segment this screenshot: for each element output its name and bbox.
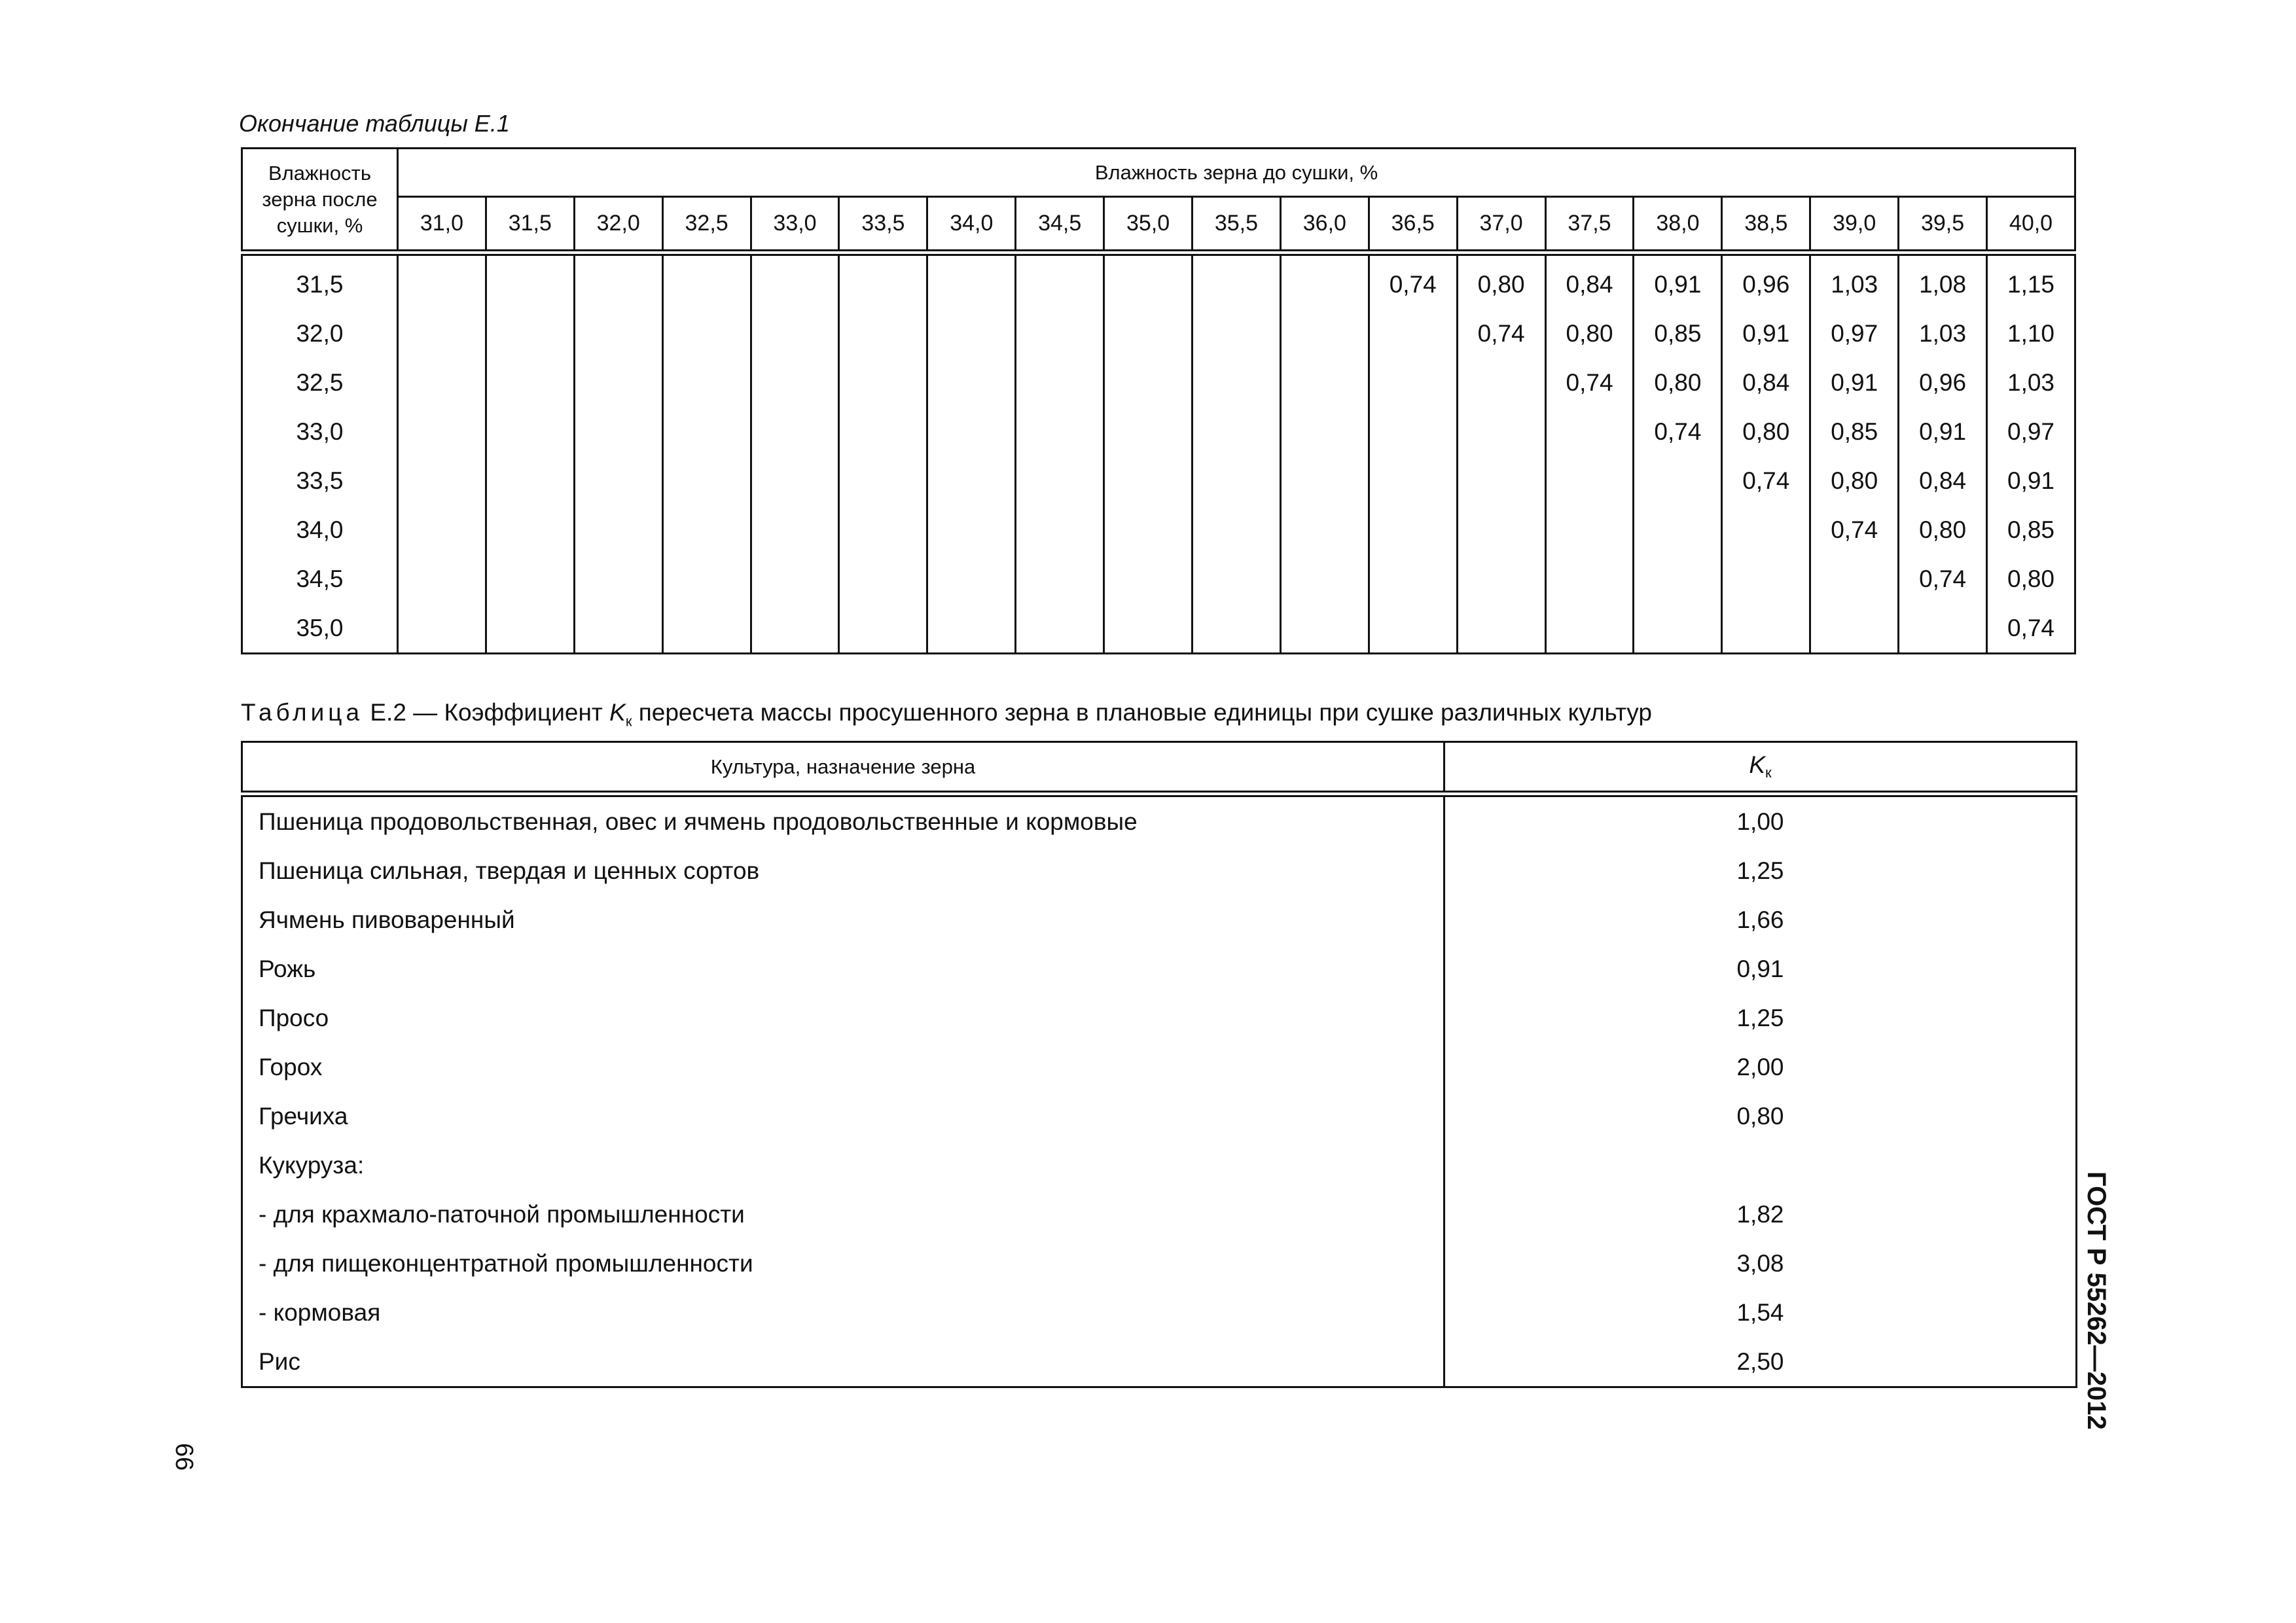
table1-cell bbox=[662, 505, 751, 554]
table1-cell bbox=[398, 358, 486, 407]
table1-cell: 0,96 bbox=[1899, 358, 1987, 407]
table1-cell: 1,08 bbox=[1899, 253, 1987, 309]
table1-cell bbox=[398, 554, 486, 603]
table1-cell: 0,85 bbox=[1634, 309, 1722, 358]
standard-designation: ГОСТ Р 55262—2012 bbox=[2082, 1171, 2111, 1430]
table-row bbox=[242, 456, 2075, 505]
table1-column-header: 31,0 bbox=[398, 197, 486, 253]
table1-cell bbox=[839, 407, 927, 456]
table1-cell bbox=[1899, 603, 1987, 654]
table1-cell bbox=[1016, 456, 1104, 505]
table2-k-cell: 1,25 bbox=[1444, 993, 2077, 1043]
table1-cell bbox=[662, 358, 751, 407]
table2-header-k-sub: к bbox=[1765, 764, 1772, 781]
table1-group-header: Влажность зерна до сушки, % bbox=[398, 149, 2075, 197]
table1-column-header: 34,0 bbox=[927, 197, 1016, 253]
table1-cell bbox=[1634, 603, 1722, 654]
page-number: 66 bbox=[170, 1443, 198, 1471]
table1-cell: 0,74 bbox=[1987, 603, 2075, 654]
table1-column-header: 35,5 bbox=[1193, 197, 1281, 253]
table2-crop-cell: - для пищеконцентратной промышленности bbox=[242, 1239, 1444, 1288]
table1-cell bbox=[1280, 253, 1369, 309]
table1-cell: 0,74 bbox=[1369, 253, 1457, 309]
table1-cell bbox=[1104, 603, 1193, 654]
table1-column-header: 32,0 bbox=[574, 197, 662, 253]
table1-cell bbox=[1280, 603, 1369, 654]
table1-cell bbox=[1369, 309, 1457, 358]
table1-cell bbox=[1369, 554, 1457, 603]
table1-column-header: 39,5 bbox=[1899, 197, 1987, 253]
table1-cell bbox=[1280, 407, 1369, 456]
table1-cell bbox=[1457, 603, 1545, 654]
table1-cell bbox=[486, 253, 574, 309]
table1-cell bbox=[839, 253, 927, 309]
table1-column-header: 34,5 bbox=[1016, 197, 1104, 253]
table1-cell bbox=[839, 603, 927, 654]
table1-column-header: 39,0 bbox=[1810, 197, 1899, 253]
table1-cell bbox=[927, 603, 1016, 654]
table1-cell bbox=[1193, 603, 1281, 654]
table2-header-k bbox=[1444, 742, 2077, 794]
table1-cell bbox=[1280, 456, 1369, 505]
table1-cell: 0,74 bbox=[1810, 505, 1899, 554]
table2-crop-cell: Ячмень пивоваренный bbox=[242, 895, 1444, 944]
table1-cell bbox=[1369, 505, 1457, 554]
table1-column-header: 40,0 bbox=[1987, 197, 2075, 253]
table1-cell bbox=[1369, 603, 1457, 654]
table1-cell: 0,80 bbox=[1457, 253, 1545, 309]
table1-cell bbox=[1193, 309, 1281, 358]
table1-cell: 0,85 bbox=[1810, 407, 1899, 456]
table1-cell bbox=[1016, 358, 1104, 407]
table-row bbox=[242, 1190, 2077, 1239]
table2-k-cell: 0,80 bbox=[1444, 1092, 2077, 1141]
table1-cell bbox=[1545, 407, 1634, 456]
table1-cell bbox=[1457, 505, 1545, 554]
table2-caption-number: Е.2 — Коэффициент bbox=[363, 699, 610, 726]
table1-cell bbox=[662, 603, 751, 654]
table1-cell bbox=[1457, 554, 1545, 603]
table1-cell: 0,96 bbox=[1722, 253, 1810, 309]
table1-cell bbox=[662, 309, 751, 358]
table1-cell: 0,74 bbox=[1899, 554, 1987, 603]
table1-cell bbox=[1369, 407, 1457, 456]
table2-caption bbox=[241, 699, 1652, 730]
table1-cell bbox=[1016, 309, 1104, 358]
table1-column-header: 33,5 bbox=[839, 197, 927, 253]
table-row bbox=[242, 1239, 2077, 1288]
table-row bbox=[242, 1288, 2077, 1337]
table1-cell bbox=[751, 603, 839, 654]
table1-cell: 1,03 bbox=[1899, 309, 1987, 358]
table1-cell bbox=[1104, 309, 1193, 358]
table1-cell bbox=[1016, 554, 1104, 603]
table1-cell: 1,15 bbox=[1987, 253, 2075, 309]
table1-cell: 0,91 bbox=[1722, 309, 1810, 358]
table1-cell bbox=[486, 505, 574, 554]
table1-cell bbox=[662, 456, 751, 505]
table2-k-cell: 1,54 bbox=[1444, 1288, 2077, 1337]
table1-cell bbox=[486, 554, 574, 603]
table1-cell bbox=[1280, 358, 1369, 407]
table-row bbox=[242, 407, 2075, 456]
table-row bbox=[242, 253, 2075, 309]
table1-cell bbox=[751, 253, 839, 309]
table2-crop-cell: Рожь bbox=[242, 944, 1444, 993]
table1-cell bbox=[1545, 505, 1634, 554]
table1-cell: 0,91 bbox=[1810, 358, 1899, 407]
table-row bbox=[242, 846, 2077, 895]
table1-cell bbox=[751, 505, 839, 554]
table1-cell bbox=[927, 358, 1016, 407]
table1-cell bbox=[1104, 505, 1193, 554]
table1-cell bbox=[398, 407, 486, 456]
table1-cell bbox=[1193, 253, 1281, 309]
table2-crop-cell: Гречиха bbox=[242, 1092, 1444, 1141]
table1-cell bbox=[1193, 456, 1281, 505]
table1-cell bbox=[486, 407, 574, 456]
table1-cell bbox=[574, 358, 662, 407]
table1-cell bbox=[839, 505, 927, 554]
table1-cell bbox=[839, 358, 927, 407]
table1-row-label: 32,5 bbox=[242, 358, 398, 407]
table1-cell bbox=[486, 456, 574, 505]
table-row bbox=[242, 1337, 2077, 1387]
table1-cell: 0,97 bbox=[1810, 309, 1899, 358]
table1-row-label: 32,0 bbox=[242, 309, 398, 358]
table1-cell bbox=[574, 309, 662, 358]
table1-cell bbox=[1104, 358, 1193, 407]
table1-cell bbox=[927, 309, 1016, 358]
table1-cell: 0,84 bbox=[1899, 456, 1987, 505]
table-row bbox=[242, 554, 2075, 603]
table1-cell bbox=[662, 407, 751, 456]
table1-row-label: 33,0 bbox=[242, 407, 398, 456]
table1-cell bbox=[1016, 407, 1104, 456]
table2-caption-k-sub: к bbox=[625, 713, 632, 730]
table2-k-cell: 1,00 bbox=[1444, 794, 2077, 846]
table1-cell bbox=[927, 505, 1016, 554]
table1-cell bbox=[1634, 554, 1722, 603]
table1-cell bbox=[839, 554, 927, 603]
table1-cell: 0,91 bbox=[1899, 407, 1987, 456]
table1 bbox=[241, 147, 2076, 654]
table-row bbox=[242, 309, 2075, 358]
table1-cell bbox=[927, 554, 1016, 603]
table1-cell bbox=[1280, 309, 1369, 358]
table1-column-header: 32,5 bbox=[662, 197, 751, 253]
table2-crop-cell: - кормовая bbox=[242, 1288, 1444, 1337]
table1-cell bbox=[1369, 358, 1457, 407]
table1-cell bbox=[1545, 456, 1634, 505]
table1-cell bbox=[1104, 407, 1193, 456]
table-row bbox=[242, 603, 2075, 654]
table1-cell bbox=[927, 407, 1016, 456]
table1-cell bbox=[574, 603, 662, 654]
table1-cell: 0,80 bbox=[1634, 358, 1722, 407]
table1-cell bbox=[1280, 505, 1369, 554]
table1-cell: 0,84 bbox=[1722, 358, 1810, 407]
table1-cell bbox=[927, 456, 1016, 505]
table2 bbox=[241, 741, 2077, 1388]
table1-cell: 0,74 bbox=[1634, 407, 1722, 456]
table1-row-label: 33,5 bbox=[242, 456, 398, 505]
table1-cell: 1,03 bbox=[1810, 253, 1899, 309]
table1-cell bbox=[839, 309, 927, 358]
table-row bbox=[242, 358, 2075, 407]
table1-cell bbox=[398, 253, 486, 309]
table1-cell bbox=[662, 554, 751, 603]
table-row bbox=[242, 993, 2077, 1043]
table2-k-cell: 0,91 bbox=[1444, 944, 2077, 993]
table1-cell: 0,80 bbox=[1810, 456, 1899, 505]
table-row bbox=[242, 794, 2077, 846]
table1-cell bbox=[1193, 358, 1281, 407]
table2-k-cell: 3,08 bbox=[1444, 1239, 2077, 1288]
table2-k-cell bbox=[1444, 1141, 2077, 1190]
table1-cell bbox=[662, 253, 751, 309]
table1-cell bbox=[1545, 603, 1634, 654]
table2-crop-cell: Горох bbox=[242, 1043, 1444, 1092]
table1-cell bbox=[1457, 456, 1545, 505]
table2-caption-rest: пересчета массы просушенного зерна в плановые единицы при сушке различных культур bbox=[632, 699, 1652, 726]
table1-cell bbox=[1457, 407, 1545, 456]
table1-cell bbox=[574, 407, 662, 456]
table2-k-cell: 1,66 bbox=[1444, 895, 2077, 944]
table1-column-header: 37,5 bbox=[1545, 197, 1634, 253]
table1-cell: 0,85 bbox=[1987, 505, 2075, 554]
table2-caption-prefix: Таблица bbox=[241, 699, 364, 726]
table2-crop-cell: - для крахмало-паточной промышленности bbox=[242, 1190, 1444, 1239]
table1-row-label: 34,0 bbox=[242, 505, 398, 554]
table1-cell bbox=[751, 358, 839, 407]
table2-k-cell: 2,00 bbox=[1444, 1043, 2077, 1092]
table2-crop-cell: Пшеница сильная, твердая и ценных сортов bbox=[242, 846, 1444, 895]
table1-cell bbox=[1016, 603, 1104, 654]
table1-cell: 0,80 bbox=[1545, 309, 1634, 358]
table1-cell bbox=[1016, 505, 1104, 554]
table1-cell bbox=[574, 505, 662, 554]
table2-caption-k: K bbox=[609, 699, 626, 726]
table1-cell bbox=[398, 456, 486, 505]
table1-row-label: 34,5 bbox=[242, 554, 398, 603]
table1-cell: 0,80 bbox=[1899, 505, 1987, 554]
table1-cell bbox=[751, 456, 839, 505]
table1-row-label: 31,5 bbox=[242, 253, 398, 309]
table2-crop-cell: Пшеница продовольственная, овес и ячмень продовольственные и кормовые bbox=[242, 794, 1444, 846]
table1-cell bbox=[1722, 505, 1810, 554]
table1-cell bbox=[486, 358, 574, 407]
table1-cell bbox=[486, 309, 574, 358]
table2-crop-cell: Кукуруза: bbox=[242, 1141, 1444, 1190]
table1-column-header: 35,0 bbox=[1104, 197, 1193, 253]
table1-cell bbox=[398, 309, 486, 358]
table1-cell bbox=[1280, 554, 1369, 603]
table1-cell bbox=[1369, 456, 1457, 505]
table1-cell: 0,91 bbox=[1634, 253, 1722, 309]
table1-column-header: 33,0 bbox=[751, 197, 839, 253]
table1-cell bbox=[1722, 554, 1810, 603]
table1-cell bbox=[574, 554, 662, 603]
table-row bbox=[242, 944, 2077, 993]
table1-corner-header: Влажность зерна после сушки, % bbox=[242, 149, 398, 253]
table1-cell: 0,80 bbox=[1722, 407, 1810, 456]
table1-cell bbox=[574, 456, 662, 505]
table1-cell bbox=[574, 253, 662, 309]
table2-k-cell: 1,25 bbox=[1444, 846, 2077, 895]
table1-cell bbox=[839, 456, 927, 505]
table1-cell bbox=[1016, 253, 1104, 309]
table2-k-cell: 1,82 bbox=[1444, 1190, 2077, 1239]
table1-cell bbox=[1104, 253, 1193, 309]
table1-cell: 0,74 bbox=[1457, 309, 1545, 358]
table1-cell bbox=[1104, 554, 1193, 603]
table1-cell bbox=[751, 309, 839, 358]
table1-cell bbox=[398, 505, 486, 554]
table1-cell bbox=[1634, 456, 1722, 505]
table1-cell bbox=[927, 253, 1016, 309]
table1-column-header: 31,5 bbox=[486, 197, 574, 253]
table1-cell: 0,91 bbox=[1987, 456, 2075, 505]
table1-column-header: 37,0 bbox=[1457, 197, 1545, 253]
table1-cell: 0,74 bbox=[1722, 456, 1810, 505]
table-row bbox=[242, 1141, 2077, 1190]
table-row bbox=[242, 1043, 2077, 1092]
table1-caption: Окончание таблицы Е.1 bbox=[239, 110, 510, 137]
table1-cell bbox=[486, 603, 574, 654]
table2-crop-cell: Просо bbox=[242, 993, 1444, 1043]
table1-cell: 0,74 bbox=[1545, 358, 1634, 407]
table2-header-k-symbol: K bbox=[1749, 751, 1766, 779]
table1-column-header: 38,5 bbox=[1722, 197, 1810, 253]
table2-crop-cell: Рис bbox=[242, 1337, 1444, 1387]
table1-cell bbox=[1193, 407, 1281, 456]
table1-cell bbox=[1810, 554, 1899, 603]
table1-cell: 1,10 bbox=[1987, 309, 2075, 358]
table2-k-cell: 2,50 bbox=[1444, 1337, 2077, 1387]
table1-cell bbox=[1722, 603, 1810, 654]
table1-cell: 0,80 bbox=[1987, 554, 2075, 603]
table1-cell bbox=[1193, 554, 1281, 603]
table1-column-header: 38,0 bbox=[1634, 197, 1722, 253]
table1-cell bbox=[751, 554, 839, 603]
table1-row-label: 35,0 bbox=[242, 603, 398, 654]
table1-cell: 0,84 bbox=[1545, 253, 1634, 309]
table1-cell bbox=[1104, 456, 1193, 505]
table1-cell bbox=[1545, 554, 1634, 603]
table2-header-crop: Культура, назначение зерна bbox=[242, 742, 1444, 794]
table1-cell: 1,03 bbox=[1987, 358, 2075, 407]
table-row bbox=[242, 1092, 2077, 1141]
table1-cell: 0,97 bbox=[1987, 407, 2075, 456]
table-row bbox=[242, 895, 2077, 944]
table1-cell bbox=[1634, 505, 1722, 554]
table1-cell bbox=[751, 407, 839, 456]
table1-cell bbox=[1193, 505, 1281, 554]
table1-column-header: 36,0 bbox=[1280, 197, 1369, 253]
table1-column-header: 36,5 bbox=[1369, 197, 1457, 253]
table-row bbox=[242, 505, 2075, 554]
table1-cell bbox=[398, 603, 486, 654]
table1-cell bbox=[1457, 358, 1545, 407]
table1-cell bbox=[1810, 603, 1899, 654]
